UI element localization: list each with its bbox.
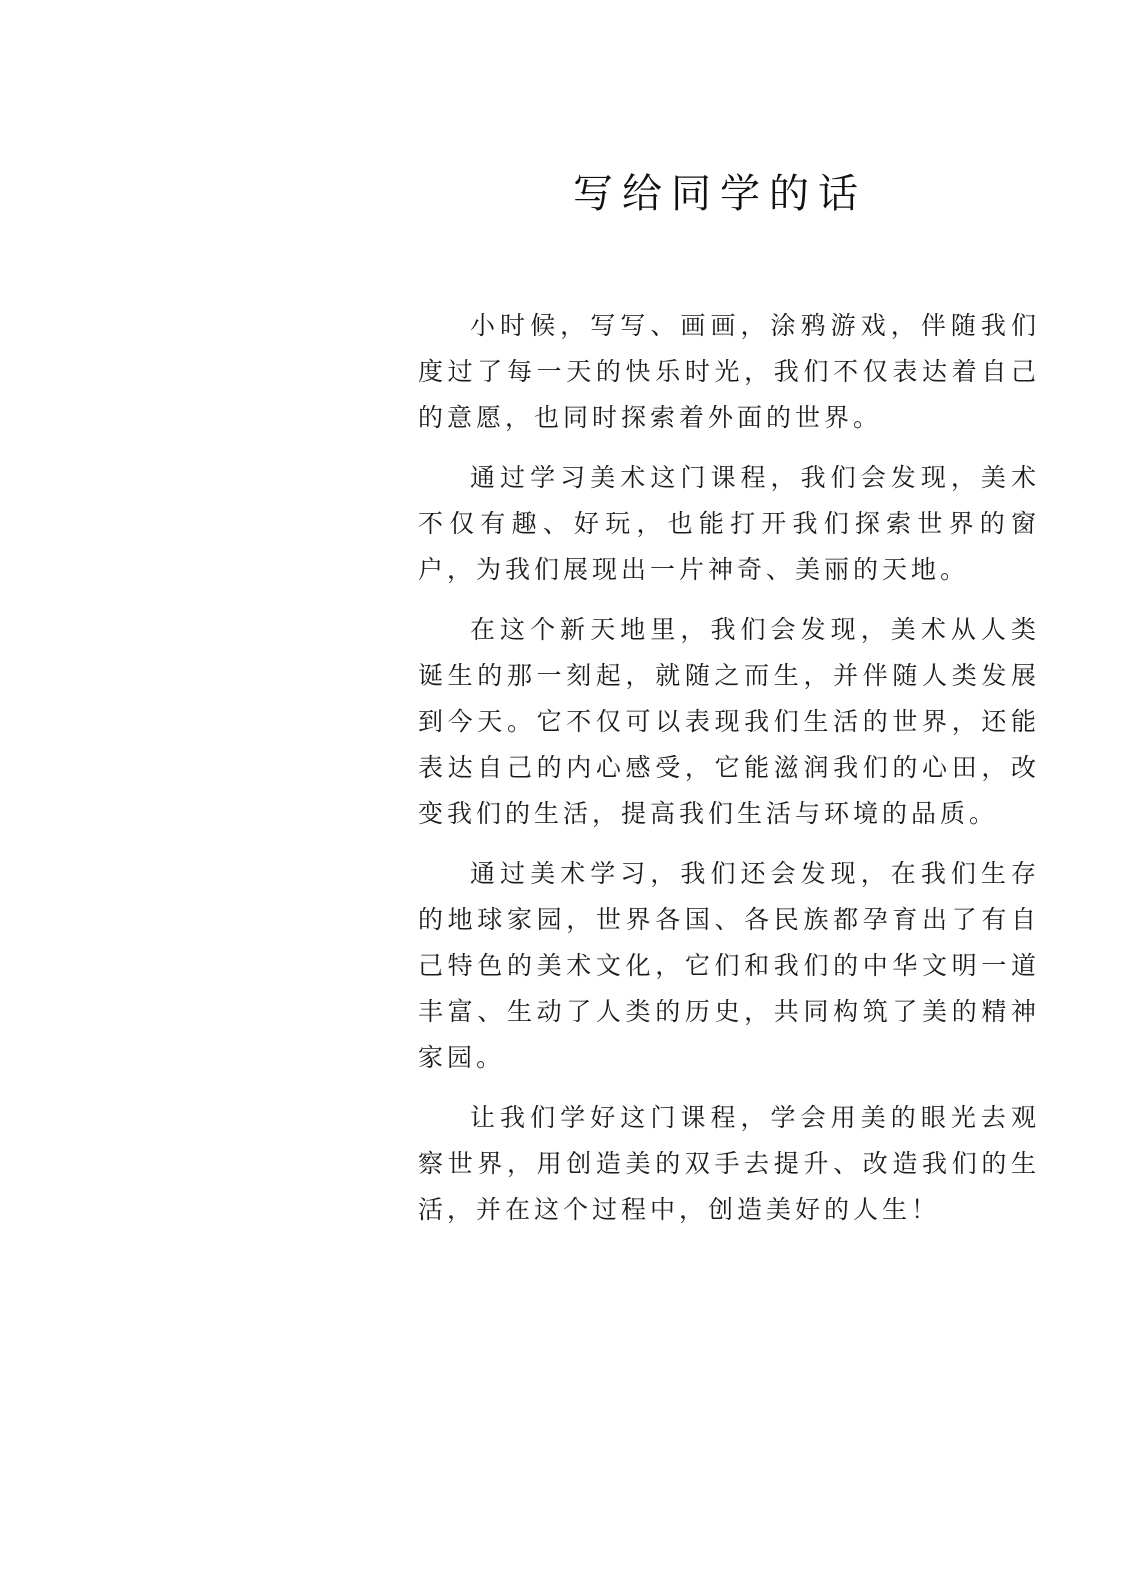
page-title: 写给同学的话 (573, 171, 867, 217)
paragraph-1: 小时候，写写、画画，涂鸦游戏，伴随我们度过了每一天的快乐时光，我们不仅表达着自己的意愿，也同时探索着外面的世界。 (418, 311, 1040, 432)
paragraph-3: 在这个新天地里，我们会发现，美术从人类诞生的那一刻起，就随之而生，并伴随人类发展到今天。它不仅可以表现我们生活的世界，还能表达自己的内心感受，它能滋润我们的心田，改变我们的生活，提高我们生活与环境的品质。 (418, 615, 1040, 828)
paragraph-5: 让我们学好这门课程，学会用美的眼光去观察世界，用创造美的双手去提升、改造我们的生活，并在这个过程中，创造美好的人生！ (418, 1103, 1040, 1224)
letter-body (418, 303, 1040, 1233)
paragraph-2: 通过学习美术这门课程，我们会发现，美术不仅有趣、好玩，也能打开我们探索世界的窗户，为我们展现出一片神奇、美丽的天地。 (418, 463, 1040, 584)
paragraph-4: 通过美术学习，我们还会发现，在我们生存的地球家园，世界各国、各民族都孕育出了有自己特色的美术文化，它们和我们的中华文明一道丰富、生动了人类的历史，共同构筑了美的精神家园。 (418, 859, 1040, 1072)
